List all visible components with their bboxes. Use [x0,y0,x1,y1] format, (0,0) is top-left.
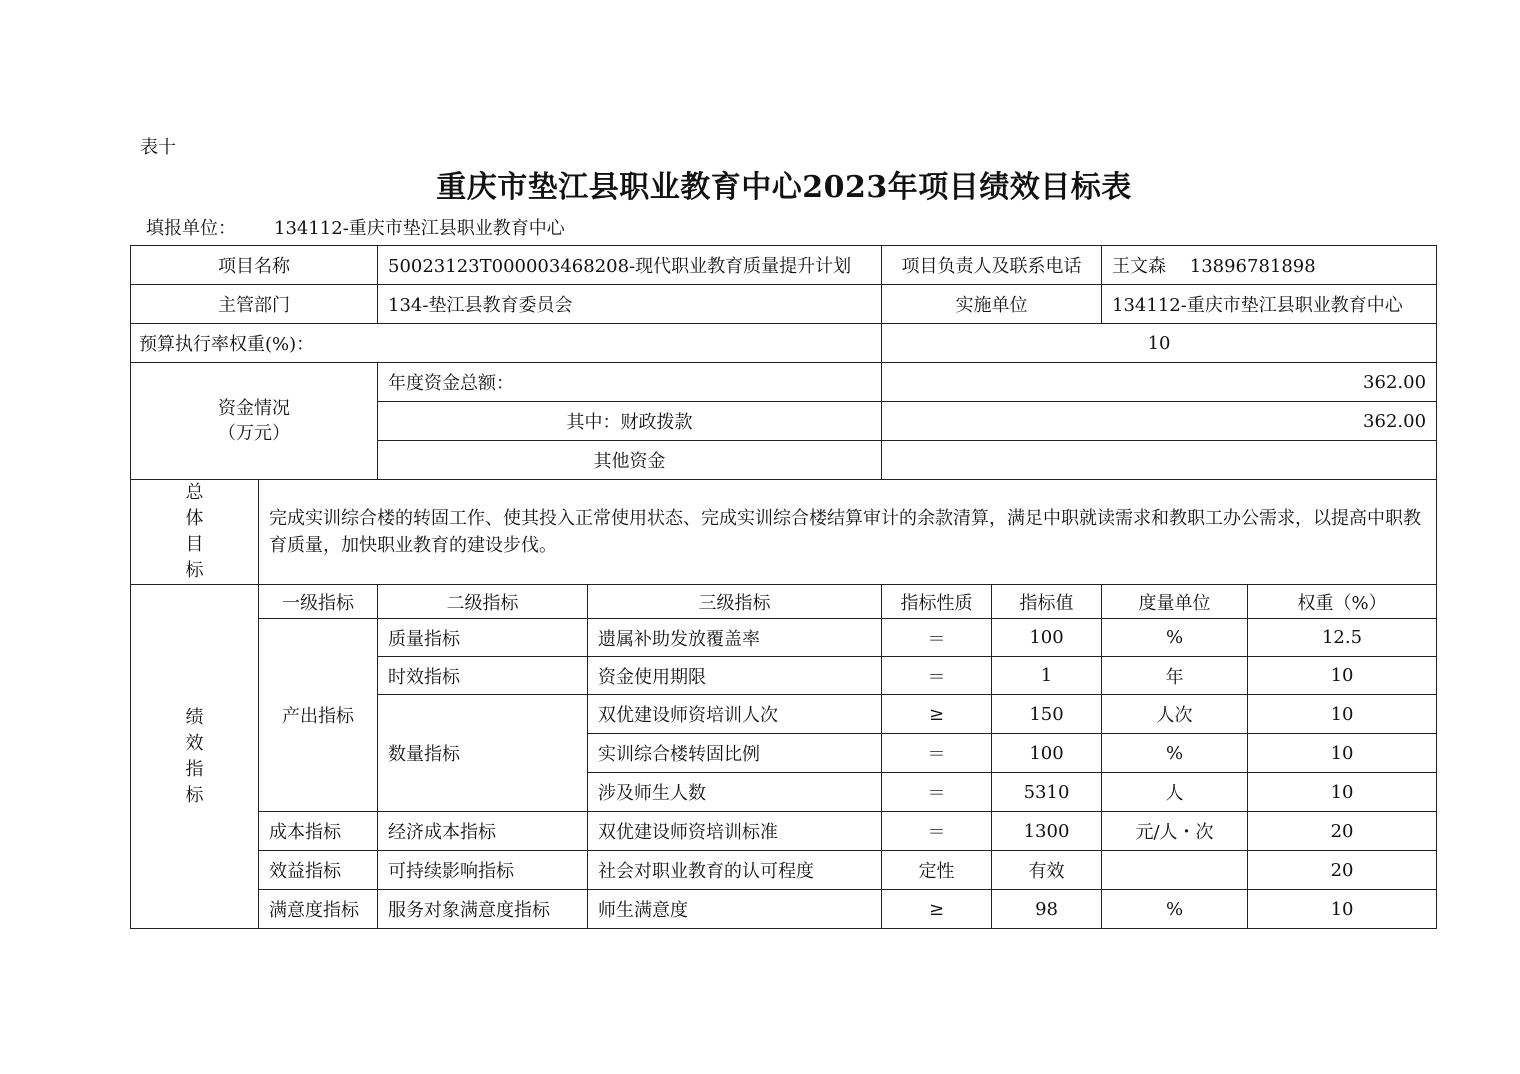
indicator-nature: ＝ [882,657,992,695]
indicator-weight: 10 [1248,734,1437,773]
indicator-value: 5310 [992,773,1102,812]
indicator-weight: 10 [1248,773,1437,812]
indicator-name: 实训综合楼转固比例 [588,734,882,773]
indicator-value: 100 [992,619,1102,657]
project-name-label: 项目名称 [131,246,378,285]
table-label: 表十 [140,137,176,158]
indicator-unit: 人次 [1102,695,1248,734]
indicator-value: 100 [992,734,1102,773]
level2-sustainable: 可持续影响指标 [378,851,588,890]
indicator-unit: % [1102,890,1248,929]
leader-value: 王文森 13896781898 [1102,246,1437,285]
reporting-unit-value: 134112-重庆市垫江县职业教育中心 [274,218,565,239]
funds-label [131,363,378,480]
level2-timeliness: 时效指标 [378,657,588,695]
indicator-name: 双优建设师资培训人次 [588,695,882,734]
indicator-value: 有效 [992,851,1102,890]
indicator-nature: ＝ [882,812,992,851]
indicator-value: 1300 [992,812,1102,851]
indicator-nature: ≥ [882,695,992,734]
table-row [131,851,1437,890]
funds-total-label: 年度资金总额： [378,363,882,402]
funds-fiscal-label: 其中：财政拨款 [378,402,882,441]
indicator-weight: 12.5 [1248,619,1437,657]
page-title: 重庆市垫江县职业教育中心2023年项目绩效目标表 [436,170,1132,205]
funds-label-line1: 资金情况 [218,398,290,419]
indicator-value: 150 [992,695,1102,734]
dept-label: 主管部门 [131,285,378,324]
level2-quantity: 数量指标 [378,695,588,812]
indicator-name: 资金使用期限 [588,657,882,695]
indicator-weight: 10 [1248,890,1437,929]
indicator-value: 98 [992,890,1102,929]
goal-label: 总 体 目 标 [131,480,259,585]
indicator-unit: 年 [1102,657,1248,695]
indicator-nature: ＝ [882,734,992,773]
indicators-label: 绩 效 指 标 [131,585,259,929]
indicator-weight: 10 [1248,657,1437,695]
header-nature: 指标性质 [882,585,992,619]
leader-label: 项目负责人及联系电话 [882,246,1102,285]
goal-text: 完成实训综合楼的转固工作、使其投入正常使用状态、完成实训综合楼结算审计的余款清算，满足中职就读需求和教职工办公需求，以提高中职教育质量，加快职业教育的建设步伐。 [259,480,1437,585]
indicator-name: 双优建设师资培训标准 [588,812,882,851]
header-level3: 三级指标 [588,585,882,619]
indicator-unit: 人 [1102,773,1248,812]
indicator-nature: ＝ [882,773,992,812]
header-unit: 度量单位 [1102,585,1248,619]
budget-rate-label: 预算执行率权重(%)： [131,324,882,363]
level1-satisfaction: 满意度指标 [259,890,378,929]
funds-label-line2: （万元） [218,423,290,444]
level1-output: 产出指标 [259,619,378,812]
impl-value: 134112-重庆市垫江县职业教育中心 [1102,285,1437,324]
funds-fiscal-value: 362.00 [882,402,1437,441]
table-row [131,812,1437,851]
funds-other-value [882,441,1437,480]
table-row [131,890,1437,929]
indicator-weight: 20 [1248,812,1437,851]
reporting-unit-label: 填报单位： [146,218,236,239]
indicator-nature: ≥ [882,890,992,929]
indicator-unit [1102,851,1248,890]
indicator-name: 社会对职业教育的认可程度 [588,851,882,890]
performance-table [130,245,1437,929]
funds-other-label: 其他资金 [378,441,882,480]
indicator-name: 遗属补助发放覆盖率 [588,619,882,657]
indicator-value: 1 [992,657,1102,695]
level1-cost: 成本指标 [259,812,378,851]
header-level2: 二级指标 [378,585,588,619]
indicator-name: 涉及师生人数 [588,773,882,812]
header-value: 指标值 [992,585,1102,619]
header-level1: 一级指标 [259,585,378,619]
table-row [131,619,1437,657]
indicator-name: 师生满意度 [588,890,882,929]
budget-rate-value: 10 [882,324,1437,363]
indicator-unit: % [1102,734,1248,773]
indicator-weight: 10 [1248,695,1437,734]
level2-economic-cost: 经济成本指标 [378,812,588,851]
dept-value: 134-垫江县教育委员会 [378,285,882,324]
reporting-unit [146,214,565,240]
indicator-nature: ＝ [882,619,992,657]
indicator-nature: 定性 [882,851,992,890]
indicator-unit: 元/人・次 [1102,812,1248,851]
project-name-value: 50023123T000003468208-现代职业教育质量提升计划 [378,246,882,285]
impl-label: 实施单位 [882,285,1102,324]
indicator-unit: % [1102,619,1248,657]
header-weight: 权重（%） [1248,585,1437,619]
level1-benefit: 效益指标 [259,851,378,890]
indicator-weight: 20 [1248,851,1437,890]
funds-total-value: 362.00 [882,363,1437,402]
level2-quality: 质量指标 [378,619,588,657]
level2-service-satisfaction: 服务对象满意度指标 [378,890,588,929]
